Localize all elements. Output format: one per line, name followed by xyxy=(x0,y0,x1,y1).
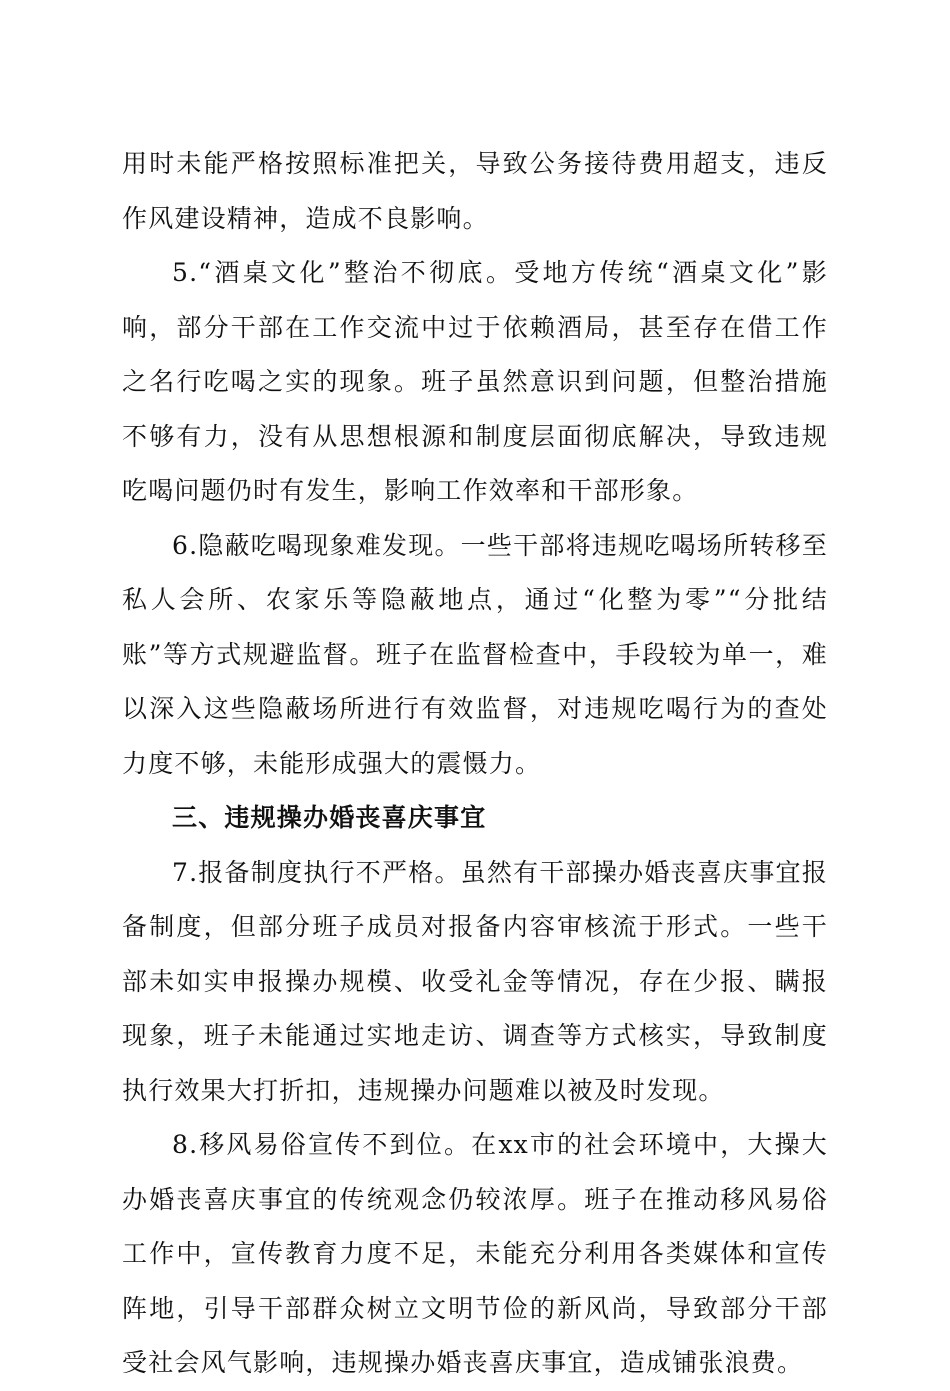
paragraph-item-6: 6.隐蔽吃喝现象难发现。一些干部将违规吃喝场所转移至私人会所、农家乐等隐蔽地点，通过“化整为零”“分批结账”等方式规避监督。班子在监督检查中，手段较为单一，难以深入这些隐蔽场所进行有效监督，对违规吃喝行为的查处力度不够，未能形成强大的震慑力。 xyxy=(122,530,828,778)
paragraph-item-7: 7.报备制度执行不严格。虽然有干部操办婚丧喜庆事宜报备制度，但部分班子成员对报备内容审核流于形式。一些干部未如实申报操办规模、收受礼金等情况，存在少报、瞒报现象，班子未能通过实地走访、调查等方式核实，导致制度执行效果大打折扣，违规操办问题难以被及时发现。 xyxy=(122,857,828,1105)
document-body xyxy=(122,137,828,1391)
paragraph-continuation: 用时未能严格按照标准把关，导致公务接待费用超支，违反作风建设精神，造成不良影响。 xyxy=(122,149,828,233)
paragraph-item-5: 5.“酒桌文化”整治不彻底。受地方传统“酒桌文化”影响，部分干部在工作交流中过于依赖酒局，甚至存在借工作之名行吃喝之实的现象。班子虽然意识到问题，但整治措施不够有力，没有从思想根源和制度层面彻底解决，导致违规吃喝问题仍时有发生，影响工作效率和干部形象。 xyxy=(122,258,828,505)
section-heading-3: 三、违规操办婚丧喜庆事宜 xyxy=(172,803,487,832)
paragraph-item-8: 8.移风易俗宣传不到位。在xx市的社会环境中，大操大办婚丧喜庆事宜的传统观念仍较浓厚。班子在推动移风易俗工作中，宣传教育力度不足，未能充分利用各类媒体和宣传阵地，引导干部群众树立文明节俭的新风尚，导致部分干部受社会风气影响，违规操办婚丧喜庆事宜，造成铺张浪费。 xyxy=(122,1130,828,1377)
